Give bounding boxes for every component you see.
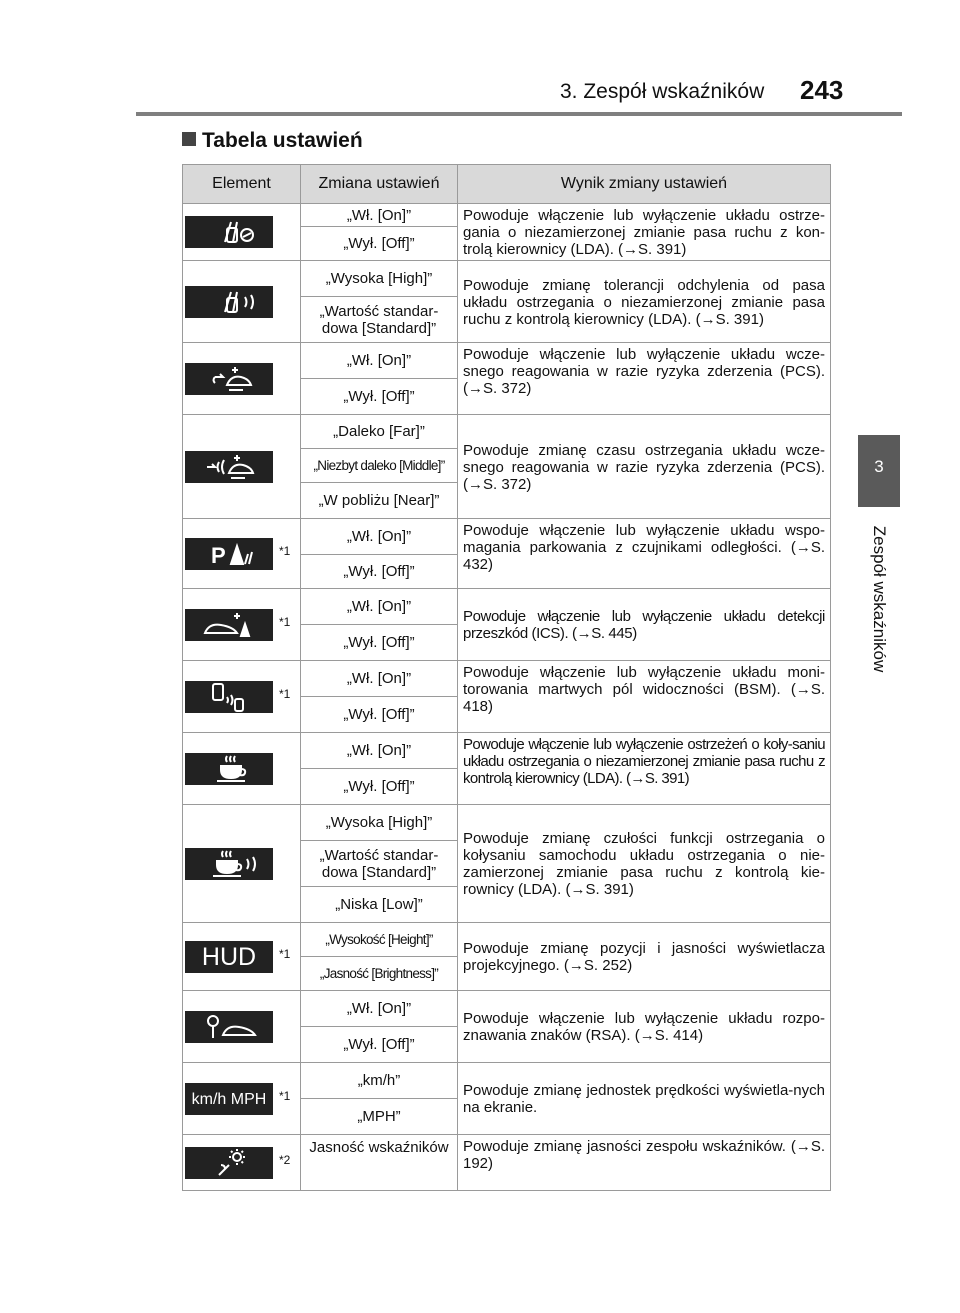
change-option: „km/h” (301, 1063, 458, 1099)
result-cell: Powoduje włączenie lub wyłączenie układu rozpo-znawania znaków (RSA). (→S. 414) (458, 991, 831, 1063)
change-option: „Wył. [Off]” (301, 769, 458, 805)
element-cell (183, 661, 301, 733)
change-option: „Wył. [Off]” (301, 697, 458, 733)
table-row (183, 519, 831, 555)
change-option: „Wł. [On]” (301, 661, 458, 697)
table-row (183, 204, 831, 227)
change-option: „Wył. [Off]” (301, 227, 458, 261)
result-cell: Powoduje zmianę pozycji i jasności wyświetlacza projekcyjnego. (→S. 252) (458, 923, 831, 991)
element-cell (183, 923, 301, 991)
result-cell: Powoduje włączenie lub wyłączenie układu detekcji przeszkód (ICS). (→S. 445) (458, 589, 831, 661)
sway-warning-icon (185, 753, 273, 785)
footnote-marker: *1 (279, 614, 291, 629)
element-cell (183, 1063, 301, 1135)
footnote-marker: *1 (279, 946, 291, 961)
result-cell: Powoduje zmianę czasu ostrzegania układu wcze-snego reagowania w razie ryzyka zderzenia (PCS). (→S. 372) (458, 415, 831, 519)
change-option: „Wł. [On]” (301, 589, 458, 625)
ics-icon (185, 609, 273, 641)
change-option: „Wył. [Off]” (301, 625, 458, 661)
table-row (183, 589, 831, 625)
section-title-text: Tabela ustawień (202, 129, 363, 152)
change-option: „Daleko [Far]” (301, 415, 458, 449)
hud-icon (185, 941, 273, 973)
change-option: „MPH” (301, 1099, 458, 1135)
change-option: „Wysokość [Height]” (301, 923, 458, 957)
table-header-row (183, 165, 831, 204)
result-cell: Powoduje włączenie lub wyłączenie układu wcze-snego reagowania w razie ryzyka zderzenia (PCS). (→S. 372) (458, 343, 831, 415)
pcs-timing-icon (185, 451, 273, 483)
hud-icon-label: HUD (201, 942, 257, 971)
running-header: 3. Zespół wskaźników (560, 80, 765, 103)
change-option: „Wł. [On]” (301, 204, 458, 227)
brightness-icon (185, 1147, 273, 1179)
element-cell (183, 343, 301, 415)
change-option: „Niska [Low]” (301, 887, 458, 923)
result-cell: Powoduje zmianę tolerancji odchylenia od pasa układu ostrzegania o niezamierzonej zmianie pasa ruchu z kontrolą kierownicy (LDA). (→S. 391) (458, 261, 831, 343)
element-cell (183, 415, 301, 519)
column-header-result: Wynik zmiany ustawień (458, 165, 831, 204)
bsm-icon (185, 681, 273, 713)
units-icon (185, 1083, 273, 1115)
change-option: „Wysoka [High]” (301, 805, 458, 841)
change-option: „Wył. [Off]” (301, 555, 458, 589)
table-row (183, 415, 831, 449)
change-option: „Wysoka [High]” (301, 261, 458, 297)
change-option: Jasność wskaźników (301, 1135, 458, 1191)
element-cell (183, 519, 301, 589)
footnote-marker: *1 (279, 1088, 291, 1103)
table-row (183, 343, 831, 379)
change-option: „W pobliżu [Near]” (301, 483, 458, 519)
change-option: „Wł. [On]” (301, 519, 458, 555)
result-cell: Powoduje włączenie lub wyłączenie układu wspo-magania parkowania z czujnikami odległości. (→S. 432) (458, 519, 831, 589)
chapter-tab (858, 435, 900, 507)
change-option: „Jasność [Brightness]” (301, 957, 458, 991)
result-cell: Powoduje włączenie lub wyłączenie ostrzeżeń o koły-saniu układu ostrzegania o niezamierzonej zmianie pasa ruchu z kontrolą kierownicy (LDA). (→S. 391) (458, 733, 831, 805)
column-header-change: Zmiana ustawień (301, 165, 458, 204)
change-option: „Wł. [On]” (301, 733, 458, 769)
footnote-marker: *2 (279, 1152, 291, 1167)
column-header-element: Element (183, 165, 301, 204)
result-cell: Powoduje zmianę czułości funkcji ostrzegania o kołysaniu samochodu układu ostrzegania o nie-zamierzonej zmianie pasa ruchu z kontrolą kie-rownicy (LDA). (→S. 391) (458, 805, 831, 923)
table-row (183, 261, 831, 297)
sway-sensitivity-icon (185, 848, 273, 880)
svg-text:P: P (211, 542, 226, 568)
result-cell: Powoduje włączenie lub wyłączenie układu ostrze-gania o niezamierzonej zmianie pasa ruchu z kon-trolą kierownicy (LDA). (→S. 391) (458, 204, 831, 261)
result-cell: Powoduje włączenie lub wyłączenie układu moni-torowania martwych pól widoczności (BSM). (→S. 418) (458, 661, 831, 733)
square-bullet-icon (182, 132, 196, 146)
change-option: „Niezbyt daleko [Middle]” (301, 449, 458, 483)
element-cell (183, 1135, 301, 1191)
change-option: „Wł. [On]” (301, 991, 458, 1027)
element-cell (183, 805, 301, 923)
settings-table (182, 164, 831, 1191)
table-row (183, 661, 831, 697)
footnote-marker: *1 (279, 543, 291, 558)
element-cell (183, 991, 301, 1063)
chapter-label-text: Zespół wskaźników (870, 525, 889, 673)
result-cell: Powoduje zmianę jasności zespołu wskaźników. (→S. 192) (458, 1135, 831, 1191)
result-cell: Powoduje zmianę jednostek prędkości wyświetla-nych na ekranie. (458, 1063, 831, 1135)
element-cell (183, 733, 301, 805)
table-row (183, 1135, 831, 1191)
table-row (183, 991, 831, 1027)
table-row (183, 805, 831, 841)
table-row (183, 923, 831, 957)
rsa-icon (185, 1011, 273, 1043)
change-option: „Wł. [On]” (301, 343, 458, 379)
page-number: 243 (800, 75, 844, 105)
parking-sensor-icon (185, 538, 273, 570)
table-row (183, 1063, 831, 1099)
chapter-number: 3 (874, 457, 884, 476)
chapter-label (858, 514, 900, 684)
units-icon-label: km/h MPH (191, 1090, 267, 1108)
lda-sensitivity-icon (185, 286, 273, 318)
change-option: „Wył. [Off]” (301, 1027, 458, 1063)
footnote-marker: *1 (279, 686, 291, 701)
table-row (183, 733, 831, 769)
section-title (182, 129, 363, 153)
element-cell (183, 589, 301, 661)
element-cell (183, 261, 301, 343)
change-option: „Wył. [Off]” (301, 379, 458, 415)
lda-icon (185, 216, 273, 248)
element-cell (183, 204, 301, 261)
change-option: „Wartość standar-dowa [Standard]” (301, 297, 458, 343)
pcs-icon (185, 363, 273, 395)
change-option: „Wartość standar-dowa [Standard]” (301, 841, 458, 887)
header-divider (136, 112, 902, 116)
